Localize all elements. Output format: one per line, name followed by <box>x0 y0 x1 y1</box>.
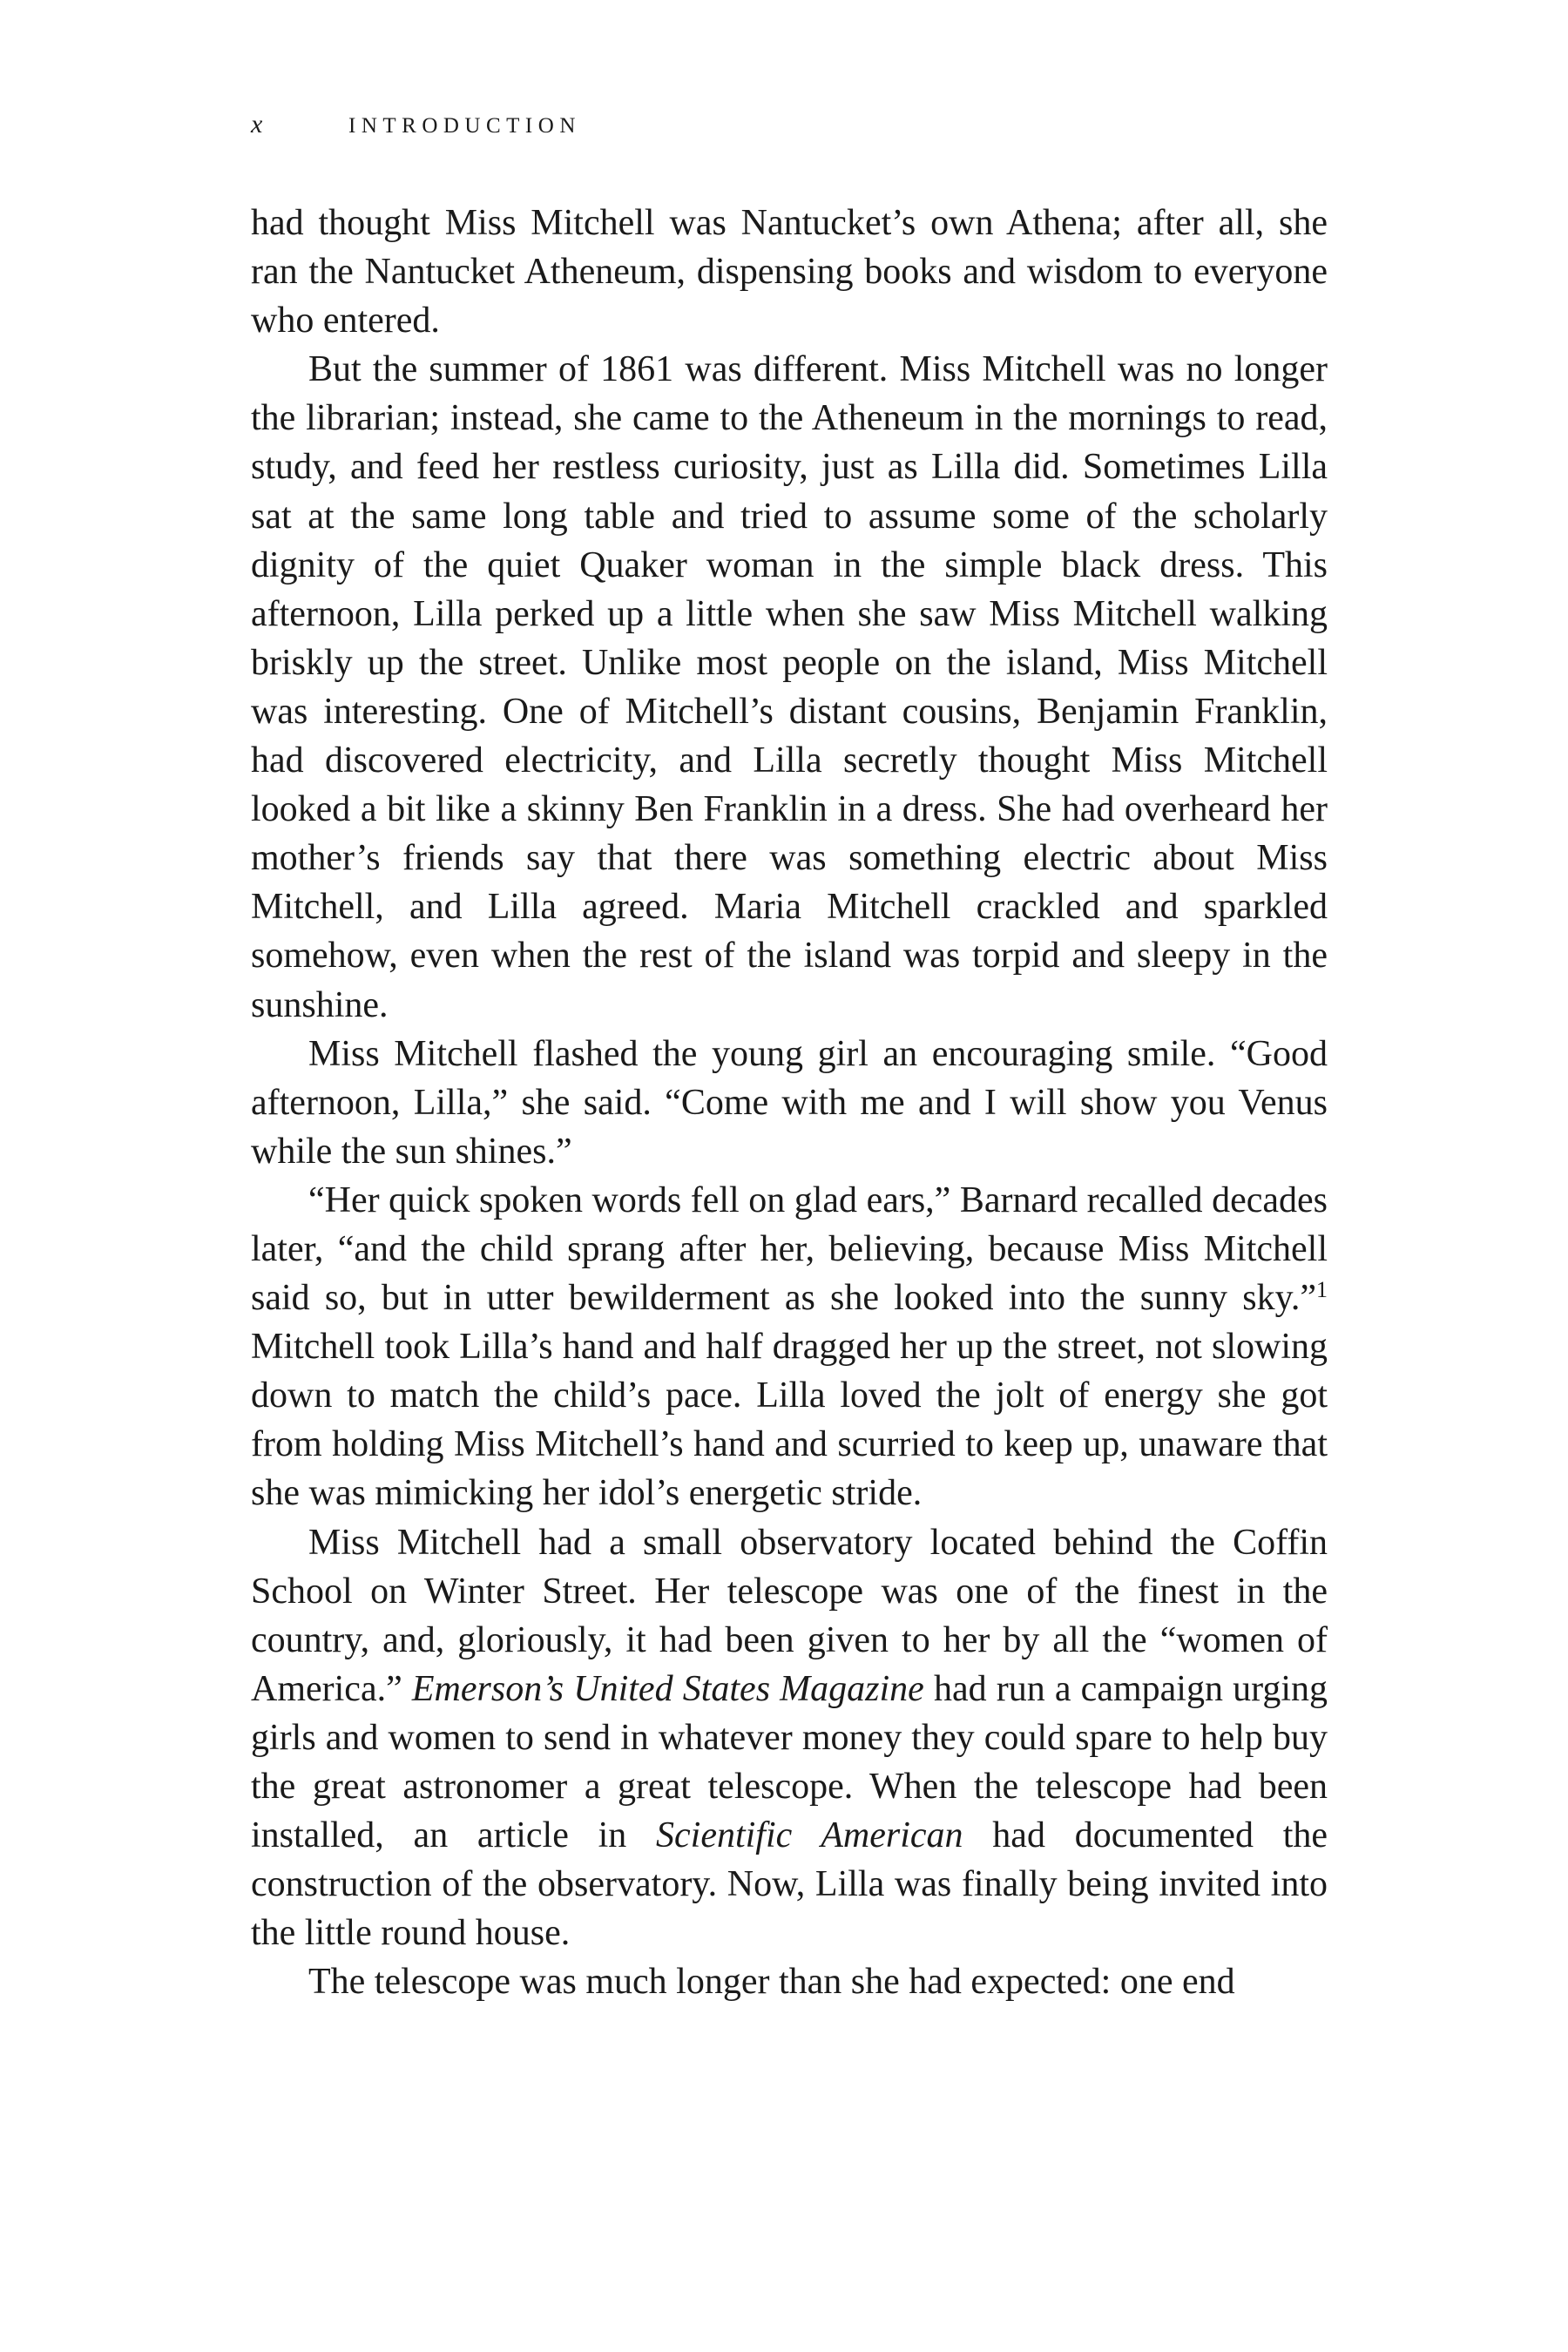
paragraph-2: But the summer of 1861 was different. Miss Mitchell was no longer the librarian; instead, she came to the Atheneum in the mornings to read, study, and feed her restless curiosity, just as Lilla did. Sometimes Lilla sat at the same long table and tried to assume some of the scholarly dignity of the quiet Quaker woman in the simple black dress. This afternoon, Lilla perked up a little when she saw Miss Mitchell walking briskly up the street. Unlike most people on the island, Miss Mitchell was interesting. One of Mitchell’s distant cousins, Benjamin Franklin, had discovered electricity, and Lilla secretly thought Miss Mitchell looked a bit like a skinny Ben Franklin in a dress. She had overheard her mother’s friends say that there was something electric about Miss Mitchell, and Lilla agreed. Maria Mitchell crackled and sparkled somehow, even when the rest of the island was torpid and sleepy in the sunshine. <box>251 349 1328 1025</box>
paragraph-4-text-end: Mitchell took Lilla’s hand and half dragged her up the street, not slowing down to match the child’s pace. Lilla loved the jolt of energy she got from holding Miss Mitchell’s hand and scurried to keep up, unaware that she was mimicking her idol’s energetic stride. <box>251 1327 1328 1514</box>
journal-title: Scientific American <box>656 1815 963 1856</box>
section-title: INTRODUCTION <box>348 114 581 138</box>
body-text <box>251 199 1328 2006</box>
paragraph-4-text-start: “Her quick spoken words fell on glad ears,” Barnard recalled decades later, “and the child sprang after her, believing, because Miss Mitchell said so, but in utter bewilderment as she looked into the sunny sky.” <box>251 1179 1328 1319</box>
running-head <box>251 110 581 145</box>
paragraph-1: had thought Miss Mitchell was Nantucket’s own Athena; after all, she ran the Nantucket Atheneum, dispensing books and wisdom to everyone who entered. <box>251 203 1328 341</box>
paragraph-5 <box>251 1518 1328 1958</box>
page-number: x <box>251 110 263 139</box>
footnote-marker[interactable]: 1 <box>1316 1277 1328 1303</box>
paragraph-3: Miss Mitchell flashed the young girl an encouraging smile. “Good afternoon, Lilla,” she said. “Come with me and I will show you Venus while the sun shines.” <box>251 1033 1328 1172</box>
magazine-title: Emerson’s United States Magazine <box>411 1668 924 1709</box>
paragraph-5-text-2: had run a campaign urging girls and women to send in whatever money they could spare to help buy the great astronomer a great telescope. When the telescope had been installed, an article in <box>251 1668 1328 1856</box>
paragraph-5-text-3: had documented the construction of the observatory. Now, Lilla was finally being invited into the little round house. <box>251 1815 1328 1954</box>
paragraph-4 <box>251 1176 1328 1518</box>
paragraph-5-text-1: Miss Mitchell had a small observatory located behind the Coffin School on Winter Street. Her telescope was one of the finest in the country, and, gloriously, it had been given to her by all the “women of America.” <box>251 1522 1328 1709</box>
paragraph-6: The telescope was much longer than she had expected: one end <box>308 1962 1235 2003</box>
